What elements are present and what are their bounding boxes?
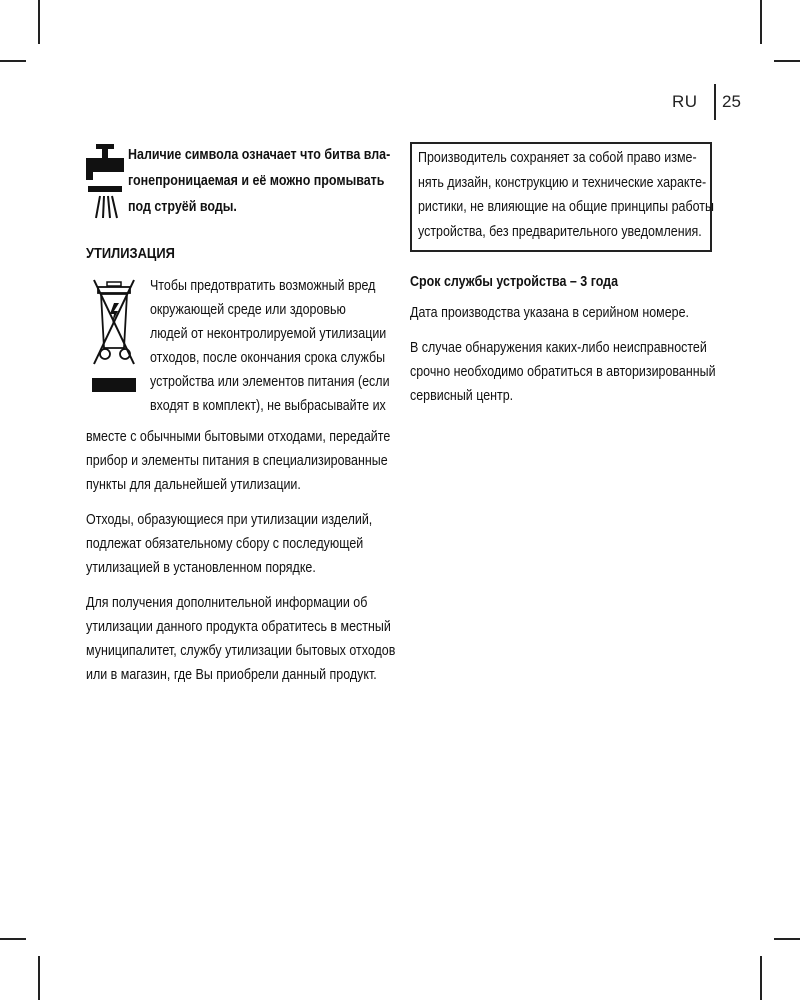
text-line: муниципалитет, службу утилизации бытовых отходов (86, 643, 396, 659)
text-line: вместе с обычными бытовыми отходами, передайте (86, 429, 391, 445)
text-line: утилизацией в установленном порядке. (86, 560, 316, 576)
text-line: срочно необходимо обратиться в авторизированный (410, 364, 716, 380)
faucet-icon (86, 144, 124, 220)
crop-mark-bottom-right-vertical (760, 956, 762, 1000)
water-notice-text (128, 142, 390, 220)
crop-mark-top-left-vertical (38, 0, 40, 44)
water-notice-line: гонепроницаемая и её можно промывать (128, 173, 385, 189)
water-notice-line: под струёй воды. (128, 199, 237, 215)
text-line: В случае обнаружения каких-либо неисправностей (410, 340, 707, 356)
text-line: Производитель сохраняет за собой право изме- (418, 150, 697, 166)
crop-mark-top-right-horizontal (774, 60, 800, 62)
production-date-text: Дата производства указана в серийном номере. (410, 305, 689, 321)
text-line: Для получения дополнительной информации об (86, 595, 368, 611)
fault-paragraph (410, 336, 716, 408)
text-line: входят в комплект), не выбрасывайте их (150, 398, 386, 414)
service-life-title: Срок службы устройства – 3 года (410, 274, 619, 290)
crop-mark-bottom-left-vertical (38, 956, 40, 1000)
disposal-paragraph-1 (86, 425, 395, 497)
disposal-body (86, 425, 395, 698)
text-line: отходов, после окончания срока службы (150, 350, 386, 366)
text-line: устройства или элементов питания (если (150, 374, 390, 390)
text-line: людей от неконтролируемой утилизации (150, 326, 387, 342)
text-line: Отходы, образующиеся при утилизации изделий, (86, 512, 373, 528)
disposal-paragraph-intro (150, 274, 390, 418)
crop-mark-top-left-horizontal (0, 60, 26, 62)
text-line: устройства, без предварительного уведомления. (418, 223, 702, 240)
text-line: пункты для дальнейшей утилизации. (86, 477, 301, 493)
crop-mark-top-right-vertical (760, 0, 762, 44)
text-line: утилизации данного продукта обратитесь в местный (86, 619, 391, 635)
crop-mark-bottom-right-horizontal (774, 938, 800, 940)
text-line: сервисный центр. (410, 388, 514, 404)
language-code: RU (672, 92, 698, 111)
text-line: или в магазин, где Вы приобрели данный продукт. (86, 667, 377, 683)
crop-mark-bottom-left-horizontal (0, 938, 26, 940)
crossed-bin-icon (90, 278, 138, 398)
water-notice-line: Наличие символа означает что битва вла- (128, 147, 391, 163)
manufacturer-notice-text (418, 146, 714, 244)
service-body (410, 301, 716, 419)
disposal-paragraph-3 (86, 591, 395, 687)
header-divider (714, 84, 716, 120)
text-line: подлежат обязательному сбору с последующей (86, 536, 364, 552)
disposal-heading: УТИЛИЗАЦИЯ (86, 245, 175, 262)
disposal-paragraph-2 (86, 508, 395, 580)
text-line: прибор и элементы питания в специализированные (86, 453, 388, 469)
text-line: Чтобы предотвратить возможный вред (150, 278, 376, 294)
text-line: ристики, не влияющие на общие принципы работы (418, 199, 714, 215)
text-line: окружающей среде или здоровью (150, 302, 346, 318)
text-line: нять дизайн, конструкцию и технические характе- (418, 174, 707, 191)
page-number: 25 (722, 92, 741, 111)
